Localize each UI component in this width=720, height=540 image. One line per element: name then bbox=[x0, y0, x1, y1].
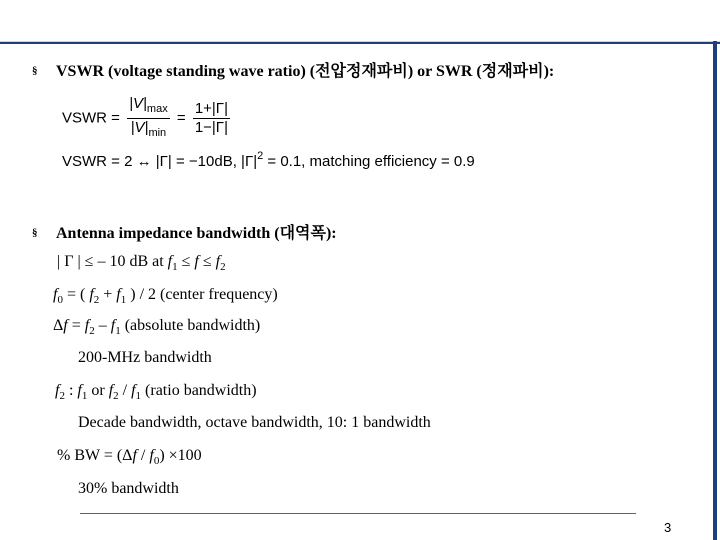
bullet-icon: § bbox=[32, 227, 38, 239]
vswr-fraction-voltage: $\frac{|V|_{max}}{|V|_{min}}$ bbox=[129, 95, 168, 139]
top-rule bbox=[0, 41, 720, 44]
gamma-condition-line: | Γ | ≤ – 10 dB at $f_1 \le f \le f_2$ bbox=[57, 253, 226, 273]
vswr-example-formula: VSWR = 2 ↔ |Γ| = −10dB, $|\Gamma|^2 = 0.1$, matching efficiency = 0.9 bbox=[62, 150, 475, 170]
percent-bandwidth-example: 30% bandwidth bbox=[78, 480, 179, 497]
percent-bandwidth-line: % BW = $(\Delta f / f_0) \times 100$ bbox=[57, 447, 202, 467]
footer-rule bbox=[80, 513, 636, 514]
bullet-icon: § bbox=[32, 65, 38, 77]
center-frequency-line: $f_0$ = ( $f_2 + f_1$ ) / 2 (center frequency) bbox=[53, 286, 278, 306]
vswr-equals: = bbox=[176, 109, 186, 127]
top-rule-dark bbox=[0, 42, 720, 44]
heading-vswr-text: VSWR (voltage standing wave ratio) (전압정재파비) or SWR (정재파비): bbox=[56, 63, 555, 80]
heading-bandwidth-text: Antenna impedance bandwidth (대역폭): bbox=[56, 225, 337, 242]
heading-bandwidth bbox=[32, 220, 337, 243]
ratio-bandwidth-line: $f_2$ : $f_1$ or $f_2 / f_1$ (ratio bandwidth) bbox=[55, 382, 257, 402]
absolute-bandwidth-line: $\Delta f = f_2 - f_1$ (absolute bandwidth) bbox=[53, 317, 261, 337]
page-number: 3 bbox=[664, 520, 672, 535]
vswr-lhs: VSWR = bbox=[62, 109, 120, 127]
absolute-bandwidth-example: 200-MHz bandwidth bbox=[78, 349, 212, 366]
right-edge-rule bbox=[713, 41, 717, 540]
ratio-bandwidth-example: Decade bandwidth, octave bandwidth, 10: 1 bandwidth bbox=[78, 414, 431, 431]
vswr-formula bbox=[62, 95, 233, 142]
heading-vswr bbox=[32, 58, 554, 81]
vswr-fraction-gamma: $\frac{1+|\Gamma|}{1-|\Gamma|}$ bbox=[194, 100, 228, 136]
